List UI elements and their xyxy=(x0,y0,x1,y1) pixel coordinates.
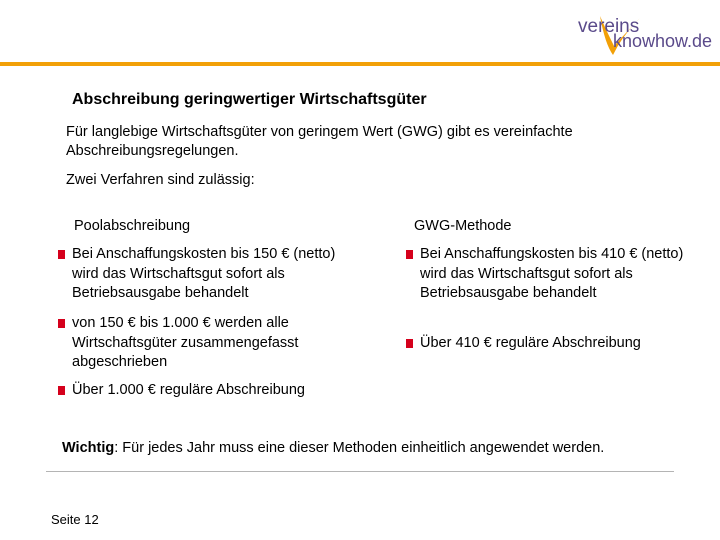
bullet-text: Über 1.000 € reguläre Abschreibung xyxy=(72,382,305,398)
vereinsknowhow-logo xyxy=(578,8,713,58)
bullet-text: Bei Anschaffungskosten bis 150 € (netto) wird das Wirtschaftsgut sofort als Betriebsausgabe behandelt xyxy=(72,246,336,301)
footer-divider xyxy=(46,471,674,472)
logo-line1: vereins xyxy=(578,16,640,37)
intro-text: Für langlebige Wirtschaftsgüter von geringem Wert (GWG) gibt es vereinfachte Abschreibungsregelungen. xyxy=(66,124,573,159)
important-note xyxy=(62,440,604,456)
page-number: Seite 12 xyxy=(51,512,99,527)
bullet-pool-2 xyxy=(58,314,358,373)
important-note-label: Wichtig xyxy=(62,440,115,456)
subintro-text: Zwei Verfahren sind zulässig: xyxy=(66,172,255,188)
square-bullet-icon xyxy=(58,386,65,395)
accent-bar xyxy=(0,62,720,66)
bullet-gwg-2 xyxy=(406,334,696,354)
square-bullet-icon xyxy=(406,339,413,348)
bullet-text: Bei Anschaffungskosten bis 410 € (netto) wird das Wirtschaftsgut sofort als Betriebsausgabe behandelt xyxy=(420,246,684,301)
important-note-text: : Für jedes Jahr muss eine dieser Methoden einheitlich angewendet werden. xyxy=(114,440,605,456)
square-bullet-icon xyxy=(406,250,413,259)
bullet-text: von 150 € bis 1.000 € werden alle Wirtschaftsgüter zusammengefasst abgeschrieben xyxy=(72,315,299,370)
heading-gwg-methode: GWG-Methode xyxy=(414,218,512,234)
square-bullet-icon xyxy=(58,250,65,259)
slide-title: Abschreibung geringwertiger Wirtschaftsgüter xyxy=(72,91,427,108)
logo-line2: knowhow.de xyxy=(613,31,713,51)
bullet-gwg-1 xyxy=(406,245,686,304)
bullet-text: Über 410 € reguläre Abschreibung xyxy=(420,335,641,351)
bullet-pool-3 xyxy=(58,381,378,401)
bullet-pool-1 xyxy=(58,245,358,304)
square-bullet-icon xyxy=(58,319,65,328)
logo-graphic xyxy=(578,8,713,58)
heading-poolabschreibung: Poolabschreibung xyxy=(74,218,191,234)
